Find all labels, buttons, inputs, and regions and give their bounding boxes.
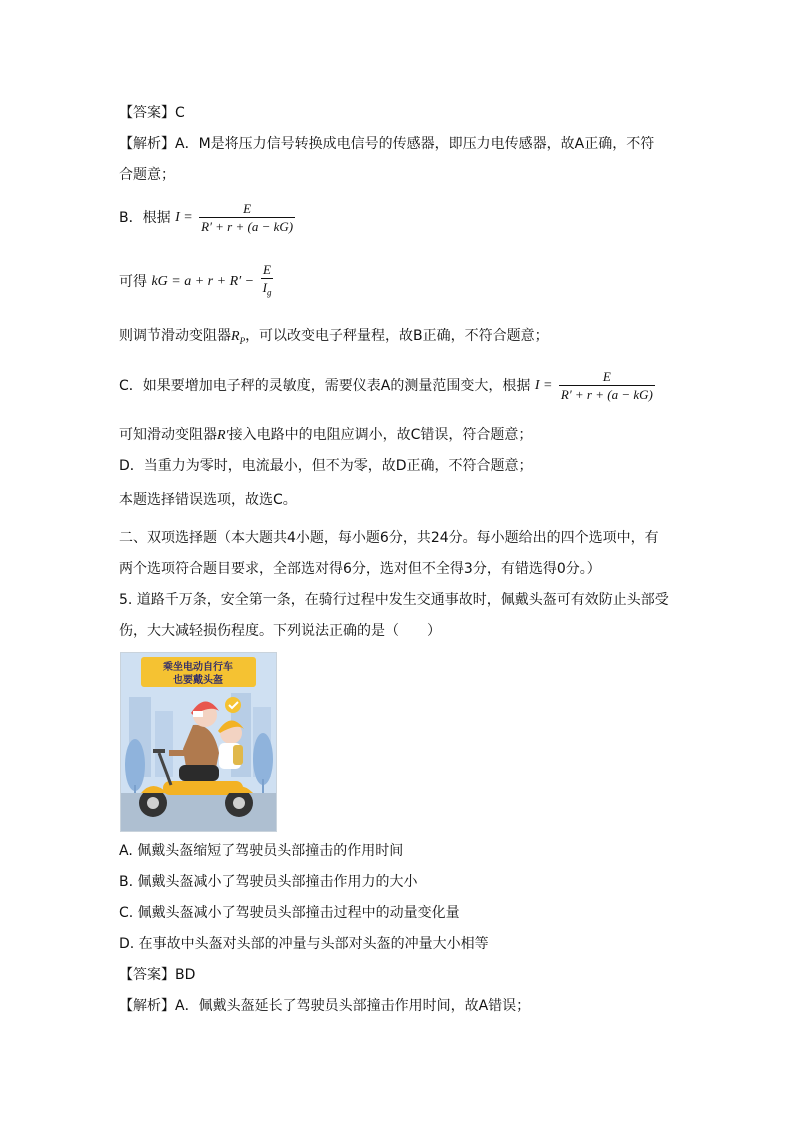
fraction-numerator: E (243, 200, 252, 216)
kg-numerator: E (263, 262, 271, 278)
helmet-poster-image (120, 652, 277, 832)
c-denominator: R′ + r + (a − kG) (560, 386, 653, 402)
rp-line: 则调节滑动变阻器$R_P$，可以改变电子秤量程，故B正确，不符合题意； (119, 328, 549, 346)
kg-prefix: 可得 (119, 274, 147, 290)
option-b: B. 佩戴头盔减小了驾驶员头部撞击作用力的大小 (119, 874, 418, 890)
c-fraction (559, 369, 655, 404)
helmet-poster-svg (121, 653, 276, 831)
option-d: D. 在事故中头盔对头部的冲量与头部对头盔的冲量大小相等 (119, 936, 489, 952)
fraction-denominator: R′ + r + (a − kG) (201, 218, 294, 234)
b-prefix: B．根据 (119, 210, 171, 226)
r-prime-symbol: R′ (217, 428, 229, 443)
c-eq-lhs: I = (534, 378, 553, 393)
kg-equation (119, 262, 275, 302)
kg-fraction (261, 262, 274, 302)
rp-symbol: $R_P$ (231, 329, 246, 346)
c-numerator: E (602, 368, 611, 384)
conclusion-line: 本题选择错误选项，故选C。 (119, 492, 297, 508)
section-2-line-1: 二、双项选择题（本大题共4小题，每小题6分，共24分。每小题给出的四个选项中，有 (119, 530, 659, 546)
answer-line-2: 【答案】BD (119, 967, 196, 983)
option-c-line: C．如果要增加电子秤的灵敏度，需要仪表A的测量范围变大，根据 I = $\frac{E}{R' + r + (a - kG)}$ (119, 366, 657, 406)
option-a: A. 佩戴头盔缩短了驾驶员头部撞击的作用时间 (119, 843, 404, 859)
analysis-line-2: 合题意； (119, 167, 175, 183)
kg-denominator: $I_g$ (261, 278, 274, 302)
kg-eq-lhs: kG = a + r + R′ − (151, 274, 255, 289)
answer-line-1: 【答案】C (119, 105, 185, 121)
eq-lhs: I = (175, 210, 193, 225)
question-5-stem-2: 伤，大大减轻损伤程度。下列说法正确的是（ ） (119, 623, 441, 639)
poster-title-1: 乘坐电动自行车 (163, 662, 233, 673)
question-5-stem-1: 5. 道路千万条，安全第一条，在骑行过程中发生交通事故时，佩戴头盔可有效防止头部受 (119, 592, 669, 608)
section-2-line-2: 两个选项符合题目要求，全部选对得6分，选对但不全得3分，有错选得0分。） (119, 561, 601, 577)
poster-title-2: 也要戴头盔 (173, 675, 223, 686)
option-b-equation (119, 198, 297, 238)
option-d-line: D．当重力为零时，电流最小，但不为零，故D正确，不符合题意； (119, 458, 533, 474)
option-c: C. 佩戴头盔减小了驾驶员头部撞击过程中的动量变化量 (119, 905, 460, 921)
current-fraction (199, 201, 295, 236)
analysis-line-q5: 【解析】A．佩戴头盔延长了驾驶员头部撞击作用时间，故A错误； (119, 998, 531, 1014)
analysis-line-1: 【解析】A．M是将压力信号转换成电信号的传感器，即压力电传感器，故A正确，不符 (119, 136, 655, 152)
r2-line: 可知滑动变阻器R′接入电路中的电阻应调小，故C错误，符合题意； (119, 427, 533, 443)
